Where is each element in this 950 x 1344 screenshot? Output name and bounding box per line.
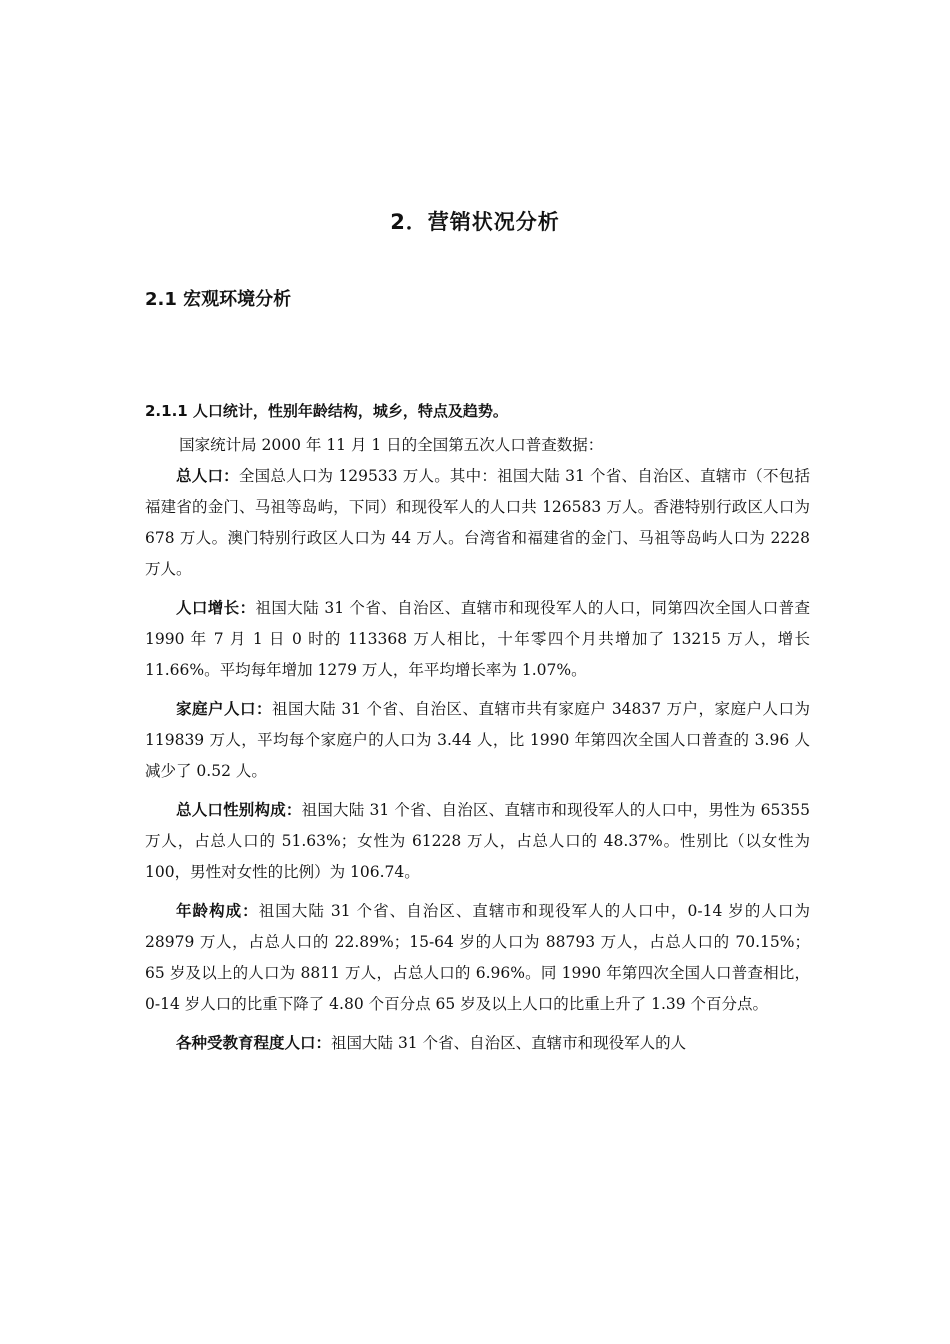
paragraph-label: 家庭户人口： (176, 700, 272, 718)
paragraph-label: 总人口性别构成： (176, 801, 302, 819)
paragraph-text: 祖国大陆 31 个省、自治区、直辖市和现役军人的人 (331, 1034, 687, 1052)
paragraph-household-population (145, 694, 810, 787)
paragraph-text: 全国总人口为 129533 万人。其中：祖国大陆 31 个省、自治区、直辖市（不包括福建省的金门、马祖等岛屿，下同）和现役军人的人口共 126583 万人。香港特别行政区人口为 678 万人。澳门特别行政区人口为 44 万人。台湾省和福建省的金门、马祖等岛屿人口为 2228 万人。 (145, 467, 810, 578)
subsection-title: 2.1.1 人口统计，性别年龄结构，城乡，特点及趋势。 (145, 402, 508, 420)
paragraph-text: 祖国大陆 31 个省、自治区、直辖市和现役军人的人口中，男性为 65355 万人，占总人口的 51.63%；女性为 61228 万人，占总人口的 48.37%。性别比（以女性为 100，男性对女性的比例）为 106.74。 (145, 801, 810, 881)
paragraph-label: 人口增长： (176, 599, 256, 617)
body-text (145, 430, 810, 1067)
paragraph-age-structure (145, 896, 810, 1020)
paragraph-text: 祖国大陆 31 个省、自治区、直辖市和现役军人的人口，同第四次全国人口普查 1990 年 7 月 1 日 0 时的 113368 万人相比，十年零四个月共增加了 13215 万人，增长 11.66%。平均每年增加 1279 万人，年平均增长率为 1.07%。 (145, 599, 810, 679)
paragraph-gender-structure (145, 795, 810, 888)
paragraph-education (145, 1028, 810, 1059)
section-title: 2.1 宏观环境分析 (145, 289, 292, 310)
paragraph-label: 年龄构成： (176, 902, 259, 920)
paragraph-text: 祖国大陆 31 个省、自治区、直辖市共有家庭户 34837 万户，家庭户人口为 119839 万人，平均每个家庭户的人口为 3.44 人，比 1990 年第四次全国人口普查的 3.96 人减少了 0.52 人。 (145, 700, 810, 780)
chapter-title: 2．营销状况分析 (390, 210, 560, 234)
paragraph-label: 总人口： (176, 467, 239, 485)
paragraph-label: 各种受教育程度人口： (176, 1034, 332, 1052)
paragraph-text: 祖国大陆 31 个省、自治区、直辖市和现役军人的人口中，0-14 岁的人口为 28979 万人，占总人口的 22.89%；15-64 岁的人口为 88793 万人，占总人口的 70.15%；65 岁及以上的人口为 8811 万人，占总人口的 6.96%。同 1990 年第四次全国人口普查相比，0-14 岁人口的比重下降了 4.80 个百分点 65 岁及以上人口的比重上升了 1.39 个百分点。 (145, 902, 810, 1013)
intro-paragraph: 国家统计局 2000 年 11 月 1 日的全国第五次人口普查数据： (179, 436, 604, 454)
paragraph-population-growth (145, 593, 810, 686)
paragraph-total-population (145, 461, 810, 585)
